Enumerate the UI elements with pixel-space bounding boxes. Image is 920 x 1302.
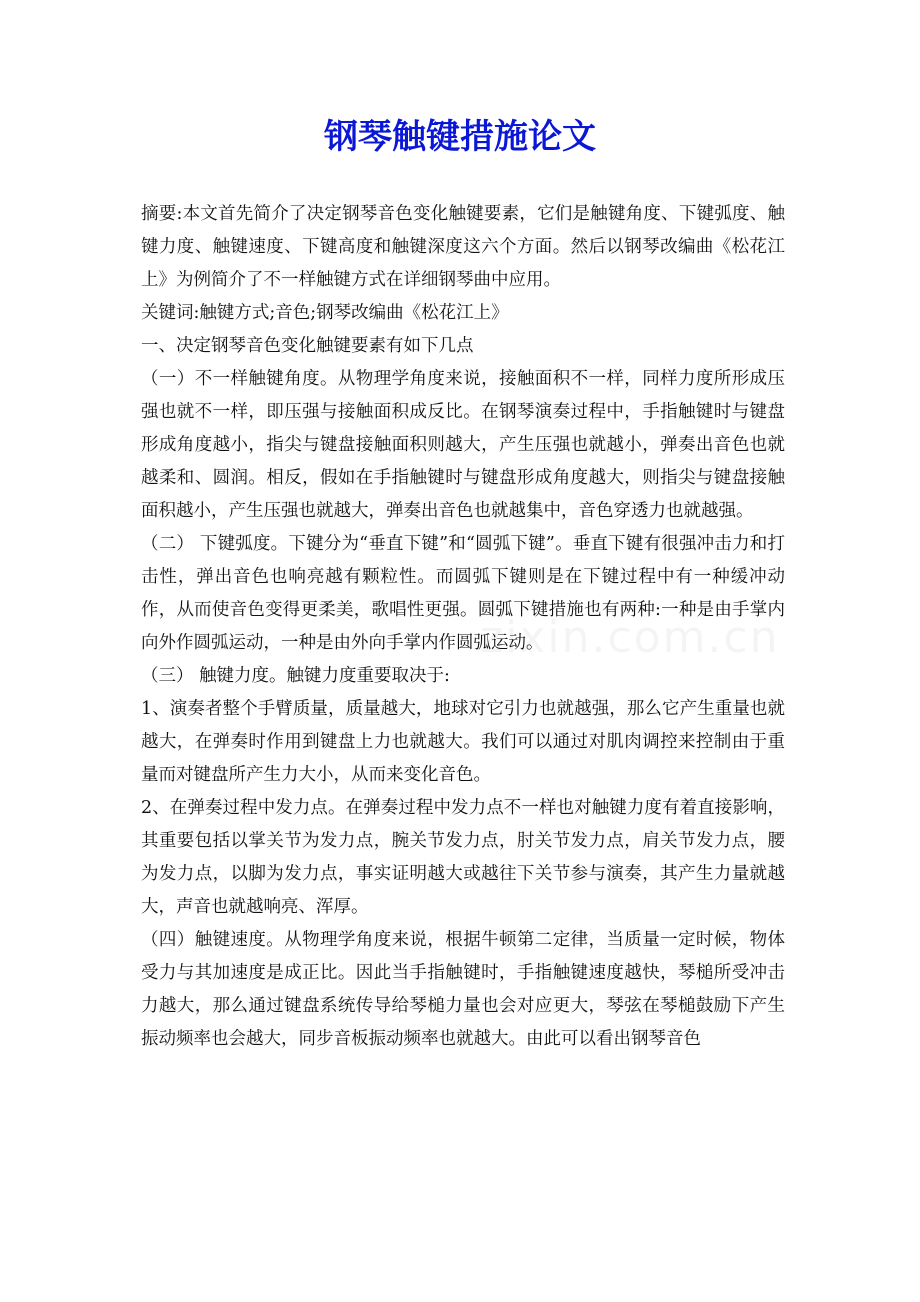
paragraph-touch-force: （三） 触键力度。触键力度重要取决于: — [141, 666, 450, 686]
paragraph-key-arc: （二） 下键弧度。下键分为“垂直下键”和“圆弧下键”。垂直下键有很强冲击力和打击性，弹出音色也响亮越有颗粒性。而圆弧下键则是在下键过程中有一种缓冲动作，从而使音色变得更柔美，歌唱性更强。圆弧下键措施也有两种:一种是由手掌内向外作圆弧运动，一种是由外向手掌内作圆弧运动。 — [141, 534, 785, 653]
page-title: 钢琴触键措施论文 — [324, 117, 596, 157]
section-heading: 一、决定钢琴音色变化触键要素有如下几点 — [141, 336, 474, 356]
paragraph-touch-angle: （一）不一样触键角度。从物理学角度来说，接触面积不一样，同样力度所形成压强也就不一样，即压强与接触面积成反比。在钢琴演奏过程中，手指触键时与键盘形成角度越小，指尖与键盘接触面积则越大，产生压强也就越小，弹奏出音色也就越柔和、圆润。相反，假如在手指触键时与键盘形成角度越大，则指尖与键盘接触面积越小，产生压强也就越大，弹奏出音色也就越集中，音色穿透力也就越强。 — [141, 369, 785, 521]
paragraph-arm-mass: 1、演奏者整个手臂质量，质量越大，地球对它引力也就越强，那么它产生重量也就越大，在弹奏时作用到键盘上力也就越大。我们可以通过对肌肉调控来控制由于重量而对键盘所产生力大小，从而来变化音色。 — [141, 699, 785, 785]
document-body — [141, 198, 785, 1056]
abstract-paragraph: 摘要:本文首先简介了决定钢琴音色变化触键要素，它们是触键角度、下键弧度、触键力度、触键速度、下键高度和触键深度这六个方面。然后以钢琴改编曲《松花江上》为例简介了不一样触键方式在详细钢琴曲中应用。 — [141, 204, 785, 290]
keywords-paragraph: 关键词:触键方式;音色;钢琴改编曲《松花江上》 — [141, 303, 509, 323]
paragraph-force-point: 2、在弹奏过程中发力点。在弹奏过程中发力点不一样也对触键力度有着直接影响，其重要包括以掌关节为发力点，腕关节发力点，肘关节发力点，肩关节发力点，腰为发力点，以脚为发力点，事实证明越大或越往下关节参与演奏，其产生力量就越大，声音也就越响亮、浑厚。 — [141, 798, 785, 917]
paragraph-touch-speed: （四）触键速度。从物理学角度来说，根据牛顿第二定律，当质量一定时候，物体受力与其加速度是成正比。因此当手指触键时，手指触键速度越快，琴槌所受冲击力越大，那么通过键盘系统传导给琴槌力量也会对应更大，琴弦在琴槌鼓励下产生振动频率也会越大，同步音板振动频率也就越大。由此可以看出钢琴音色 — [141, 930, 785, 1049]
